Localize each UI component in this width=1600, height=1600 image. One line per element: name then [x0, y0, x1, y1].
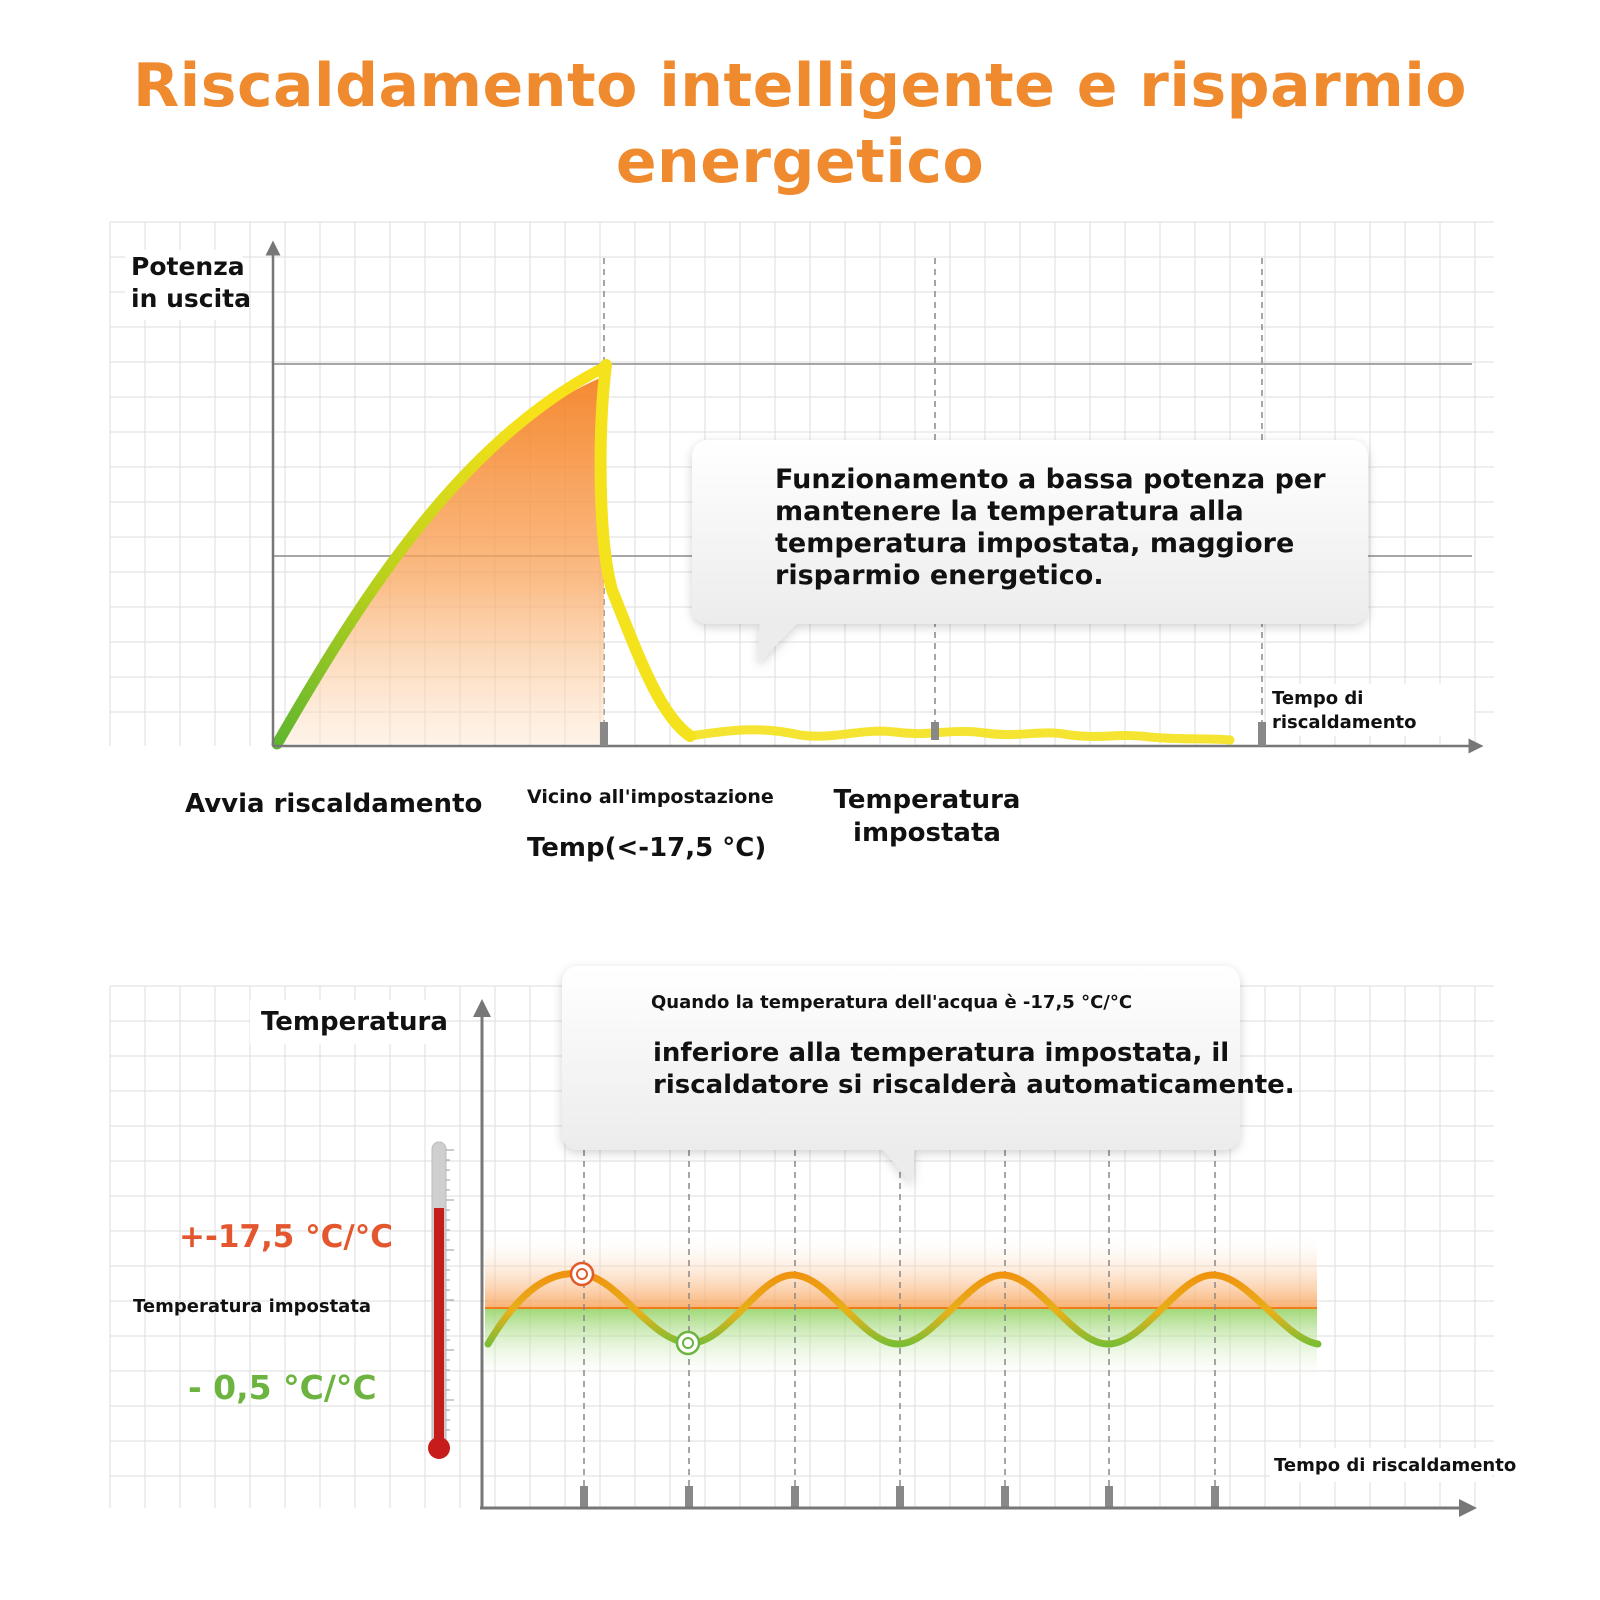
bottom-x-axis-label: Tempo di riscaldamento: [1274, 1455, 1517, 1476]
lower-threshold-marker: [677, 1332, 699, 1354]
top-chart: [110, 222, 1494, 863]
time-tick: [580, 1486, 588, 1508]
phase-set-label: Temperatura: [833, 785, 1021, 815]
set-temperature-label: Temperatura impostata: [133, 1296, 372, 1317]
top-x-axis-label: Tempo di: [1272, 688, 1364, 709]
phase-start-label: Avvia riscaldamento: [185, 789, 483, 819]
lower-tolerance-label: - 0,5 °C/°C: [188, 1368, 377, 1407]
time-tick: [685, 1486, 693, 1508]
bottom-callout-line-1: inferiore alla temperatura impostata, il: [653, 1038, 1230, 1068]
upper-threshold-marker: [571, 1263, 593, 1285]
bottom-callout-line-2: riscaldatore si riscalderà automaticamente.: [653, 1070, 1295, 1100]
top-y-axis-label-line2: in uscita: [131, 284, 251, 313]
top-tick-near: [600, 722, 608, 746]
top-x-axis-label-line2: riscaldamento: [1272, 712, 1417, 733]
time-tick: [1211, 1486, 1219, 1508]
top-callout-line-3: temperatura impostata, maggiore: [775, 528, 1295, 559]
time-tick: [896, 1486, 904, 1508]
bottom-chart: [110, 966, 1516, 1508]
top-callout-line-1: Funzionamento a bassa potenza per: [775, 464, 1326, 495]
bottom-callout-small: Quando la temperatura dell'acqua è -17,5 °C/°C: [651, 992, 1133, 1013]
time-tick: [1105, 1486, 1113, 1508]
page-title: Riscaldamento intelligente e risparmio energetico: [132, 51, 1468, 197]
phase-near-label: Vicino all'impostazione: [527, 786, 774, 808]
top-power-fill-area: [277, 378, 604, 744]
phase-set-label-line2: impostata: [853, 818, 1001, 848]
time-tick: [791, 1486, 799, 1508]
upper-tolerance-band: [485, 1232, 1317, 1308]
time-tick: [1001, 1486, 1009, 1508]
top-callout-line-2: mantenere la temperatura alla: [775, 496, 1244, 527]
top-tick-set: [931, 722, 939, 740]
upper-tolerance-label: +-17,5 °C/°C: [179, 1219, 393, 1255]
phase-near-temp-label: Temp(<-17,5 °C): [527, 833, 767, 863]
top-tick-end: [1258, 722, 1266, 746]
top-drop-curve: [601, 365, 690, 736]
top-y-axis-label: Potenza: [131, 252, 245, 281]
thermometer-icon: [428, 1142, 454, 1459]
top-callout-line-4: risparmio energetico.: [775, 560, 1104, 591]
top-low-power-ripple: [690, 730, 1230, 740]
bottom-y-axis-label: Temperatura: [261, 1007, 448, 1037]
